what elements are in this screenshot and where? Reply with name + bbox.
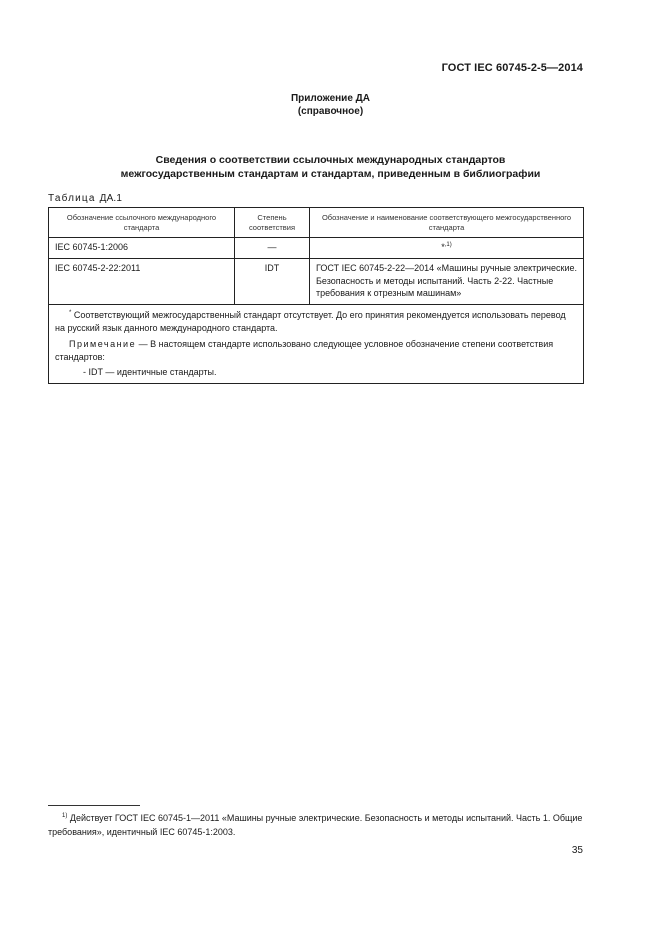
annex-heading (0, 92, 661, 118)
table-notes-row (49, 305, 584, 384)
section-title-line-2: межгосударственным стандартам и стандартам, приведенным в библиографии (120, 168, 541, 180)
note-label: Примечание (69, 339, 137, 349)
annex-title: Приложение ДА (290, 93, 371, 104)
document-code: ГОСТ IEC 60745-2-5—2014 (441, 62, 583, 74)
footnote-text: Действует ГОСТ IEC 60745-1—2011 «Машины ручные электрические. Безопасность и методы испытаний. Часть 1. Общие требования», идентичный IEC 60745-1:2003. (48, 813, 583, 837)
table-notes (49, 305, 584, 384)
cell-national: ГОСТ IEC 60745-2-22—2014 «Машины ручные электрические. Безопасность и методы испытаний. Часть 2-22. Частные требования к отрезным машинам» (310, 259, 584, 305)
header-interstate-standard: Обозначение и наименование соответствующего межгосударственного стандарта (310, 208, 584, 238)
absent-standard-text: Соответствующий межгосударственный стандарт отсутствует. До его принятия рекомендуется использовать перевод на русский язык данного международного стандарта. (55, 310, 566, 333)
header-degree: Степень соответствия (235, 208, 310, 238)
annex-subtitle: (справочное) (297, 106, 364, 117)
absent-standard-note (55, 309, 577, 334)
table-row (49, 238, 584, 259)
footnote-paragraph (48, 811, 583, 839)
header-international-standard: Обозначение ссылочного международного стандарта (49, 208, 235, 238)
section-title-line-1: Сведения о соответствии ссылочных международных стандартов (155, 154, 506, 166)
reference-standards-table (48, 207, 584, 384)
cell-standard: IEC 60745-1:2006 (49, 238, 235, 259)
section-title (48, 153, 613, 181)
table-header-row (49, 208, 584, 238)
absent-standard-mark: * (441, 242, 445, 252)
list-item: - IDT — идентичные стандарты. (83, 367, 217, 377)
note-text: — В настоящем стандарте использовано следующее условное обозначение степени соответствия стандартов: (55, 339, 554, 362)
cell-degree: IDT (235, 259, 310, 305)
table-caption (48, 193, 122, 204)
footnote-divider (48, 805, 140, 806)
footnote-reference: ,1) (444, 242, 452, 248)
footnote-number: 1) (62, 813, 68, 819)
cell-standard: IEC 60745-2-22:2011 (49, 259, 235, 305)
cell-degree: — (235, 238, 310, 259)
page-number: 35 (571, 845, 583, 856)
table-caption-number: ДА.1 (99, 193, 123, 204)
page-footnote (48, 811, 583, 839)
footnote-mark: * (69, 310, 72, 316)
degree-note (55, 338, 577, 363)
cell-national (310, 238, 584, 259)
table-caption-word: Таблица (48, 193, 96, 204)
table-row (49, 259, 584, 305)
